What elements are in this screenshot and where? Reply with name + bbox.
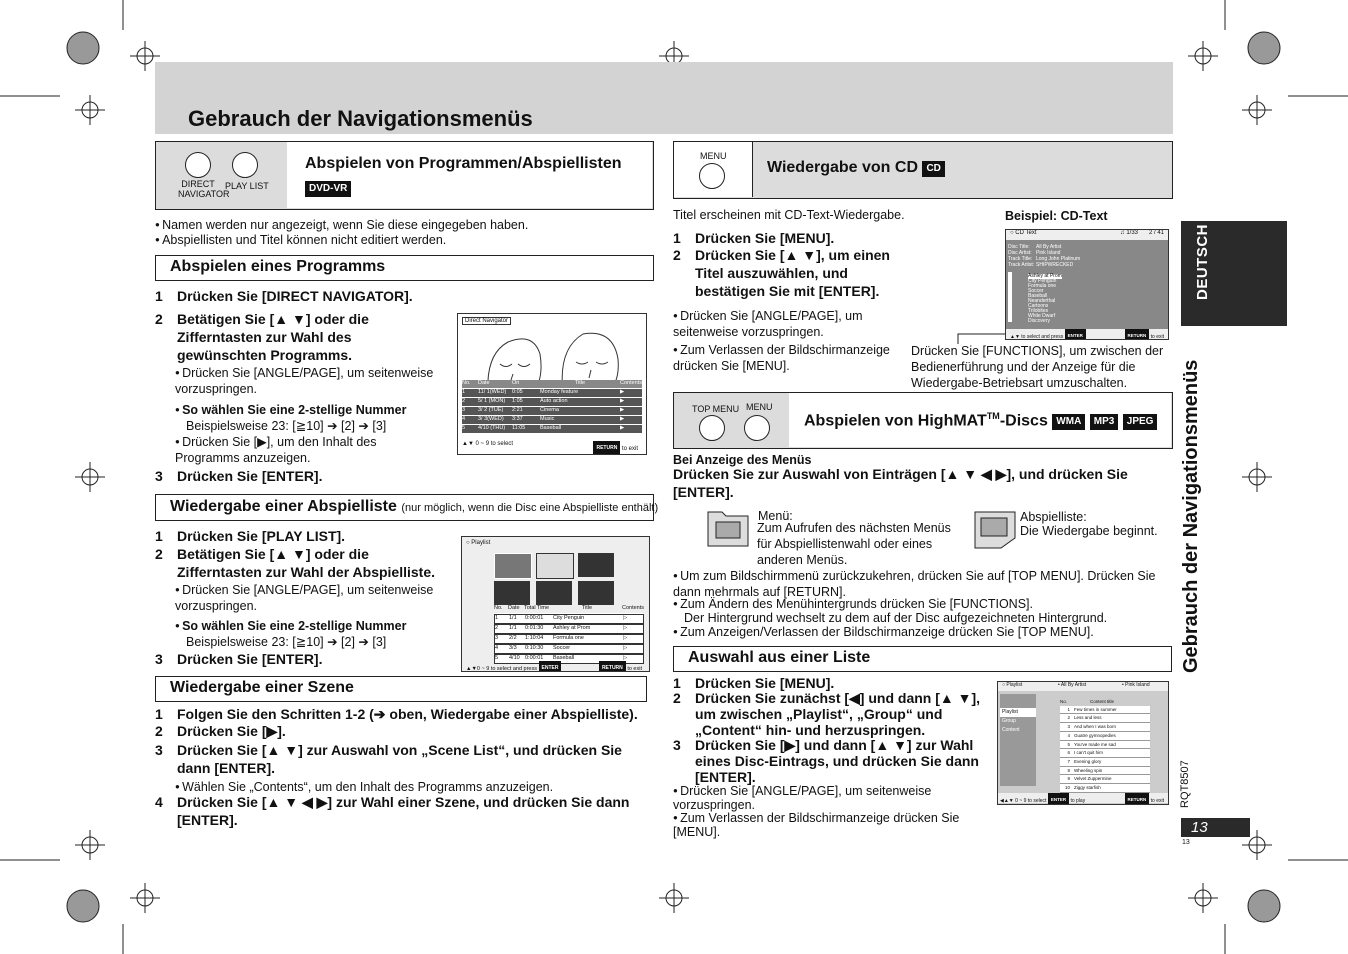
- menu-label: MENU: [700, 151, 727, 161]
- thumb-4: [494, 581, 530, 605]
- highmat-note-2: ● Zum Ändern des Menühintergrunds drücken Sie [FUNCTIONS].: [673, 596, 1033, 612]
- playlist-icon: [973, 510, 1017, 550]
- note-names: ● Namen werden nur angezeigt, wenn Sie diese eingegeben haben.: [155, 217, 528, 233]
- liste-step-1: 1 Drücken Sie [MENU].: [673, 675, 835, 691]
- playlist-desc: Die Wiedergabe beginnt.: [1020, 524, 1158, 538]
- play-list-button: [232, 152, 258, 178]
- szene-note-1: ● Wählen Sie „Contents“, um den Inhalt des Programms anzuzeigen.: [175, 779, 553, 795]
- highmat-note-1: ● Um zum Bildschirmmenü zurückzukehren, drücken Sie auf [TOP MENU]. Drücken Sie dann mehrmals auf [RETURN].: [673, 568, 1173, 600]
- screen4-footer: ◀▲▼ 0 ~ 9 to select ENTER to play RETURN to exit: [998, 793, 1168, 803]
- cd-step-1: 1 Drücken Sie [MENU].: [673, 230, 835, 246]
- playlist-label-text: Abspielliste:: [1020, 510, 1087, 524]
- screen3-footer: ▲▼ to select and press ENTER RETURN to exit: [1006, 329, 1168, 339]
- screen2-table: No. Date Total Time Title Contents 1 1/1 0:00:01 City Penguin ▷ 2 1/1 0:01:30 Ashley at Prom ▷ 3 2/2 1:10:04 Formula one ▷ 4 3/3 0:10:30 Soccer ▷ 5 4/10 0:00:01 Baseball ▷: [494, 605, 644, 664]
- language-tab-label: DEUTSCH: [1194, 223, 1211, 300]
- thumb-1: [494, 553, 532, 579]
- cd-example-label: Beispiel: CD-Text: [1005, 209, 1108, 223]
- highmat-heading: Abspielen von HighMAT™-Discs WMA MP3 JPEG: [804, 411, 1157, 430]
- programm-step-3: 3 Drücken Sie [ENTER].: [155, 468, 323, 484]
- cd-func-note: Drücken Sie [FUNCTIONS], um zwischen der Bedienerführung und der Anzeige für die Wiedergabe-Betriebsart umzuschalten.: [911, 344, 1164, 390]
- document-code: RQT8507: [1179, 760, 1191, 808]
- playlist-heading: Wiedergabe einer Abspielliste (nur möglich, wenn die Disc eine Abspielliste enthält): [170, 498, 659, 515]
- menu-icon: [706, 508, 750, 548]
- direct-navigator-screen: [457, 313, 647, 455]
- programm-heading: Abspielen eines Programms: [170, 258, 386, 275]
- programm-step-1: 1 Drücken Sie [DIRECT NAVIGATOR].: [155, 288, 413, 304]
- screen2-row: 3 2/2 1:10:04 Formula one ▷: [494, 634, 644, 644]
- menu-desc: Zum Aufrufen des nächsten Menüs für Abspiellistenwahl oder eines anderen Menüs.: [757, 521, 951, 567]
- thumb-2: [536, 553, 574, 579]
- thumb-5: [536, 581, 572, 605]
- liste-step-2: 2 Drücken Sie zunächst [◀] und dann [▲ ▼], um zwischen „Playlist“, „Group“ und „Content“ hin- und herzuspringen.: [673, 690, 981, 738]
- szene-step-1: 1 Folgen Sie den Schritten 1-2 (➔ oben, Wiedergabe einer Abspielliste).: [155, 706, 638, 722]
- cd-text-screen: [1005, 229, 1169, 340]
- szene-step-2: 2 Drücken Sie [▶].: [155, 723, 286, 739]
- cd-heading: Wiedergabe von CD CD: [767, 159, 945, 177]
- screen4-list: No. Content title 1 Few times in summer 2 Less and less 3 And when I was born 4 Guatre gymnopedies 5 You've made me sad 6 I can't quit him 7 Evening glory 8 Wheeling spin 9 Velvet Zuppermine 10 Ziggy starfish: [1060, 698, 1150, 793]
- programm-note-2: Beispielsweise 23: [≧10] ➔ [2] ➔ [3]: [186, 419, 387, 433]
- playlist-step-2: 2 Betätigen Sie [▲ ▼] oder die Zifferntasten zur Wahl der Abspielliste.: [155, 546, 436, 580]
- screen1-row: 4 3/ 3(WED) 3:37 Music ▶: [462, 416, 642, 425]
- dvd-vr-badge: DVD-VR: [305, 181, 351, 197]
- liste-note-1: ● Drücken Sie [ANGLE/PAGE], um seitenweise vorzuspringen.: [673, 784, 973, 812]
- highmat-note-3: Der Hintergrund wechselt zu dem auf der Disc aufgezeichneten Hintergrund.: [684, 611, 1108, 625]
- liste-heading: Auswahl aus einer Liste: [688, 649, 871, 666]
- note-playlists: ● Abspiellisten und Titel können nicht editiert werden.: [155, 232, 446, 248]
- szene-step-4: 4 Drücken Sie [▲ ▼ ◀ ▶] zur Wahl einer Szene, und drücken Sie dann [ENTER].: [155, 794, 630, 828]
- cd-note-1: ● Drücken Sie [ANGLE/PAGE], um seitenweise vorzuspringen.: [673, 308, 893, 340]
- cd-intro: Titel erscheinen mit CD-Text-Wiedergabe.: [673, 208, 905, 222]
- thumb-3: [578, 553, 614, 577]
- screen4-header: ○ Playlist • All By Artist • Pink Island: [998, 682, 1168, 691]
- programm-step-2: 2 Betätigen Sie [▲ ▼] oder die Zifferntasten zur Wahl des gewünschten Programms.: [155, 311, 369, 363]
- screen1-row: 3 3/ 2 (TUE) 2:21 Cinema ▶: [462, 407, 642, 416]
- screen4-left: Playlist Group Content: [1000, 708, 1036, 735]
- screen1-title: Direct Navigator: [462, 317, 511, 325]
- highmat-instruction: Drücken Sie zur Auswahl von Einträgen [▲ ▼ ◀ ▶], und drücken Sie [ENTER].: [673, 466, 1128, 500]
- playlist-note-1: ● Drücken Sie [ANGLE/PAGE], um seitenweise vorzuspringen.: [175, 582, 455, 614]
- page-title: Gebrauch der Navigationsmenüs: [188, 106, 533, 131]
- screen1-row: 1 11/ 1(WED) 0:05 Monday feature ▶: [462, 389, 642, 398]
- screen1-row: 2 5/ 1 (MON) 1:05 Auto action ▶: [462, 398, 642, 407]
- playlist-note-2: Beispielsweise 23: [≧10] ➔ [2] ➔ [3]: [186, 635, 387, 649]
- menu2-label: MENU: [746, 402, 773, 412]
- screen2-row: 1 1/1 0:00:01 City Penguin ▷: [494, 614, 644, 624]
- section-programs-box: [155, 141, 654, 210]
- playlist-step-3: 3 Drücken Sie [ENTER].: [155, 651, 323, 667]
- direct-navigator-label: DIRECT NAVIGATOR: [178, 179, 230, 199]
- vertical-section-title: Gebrauch der Navigationsmenüs: [1180, 359, 1202, 673]
- top-menu-label: TOP MENU: [692, 404, 740, 414]
- highmat-list-screen: [997, 681, 1169, 805]
- screen2-footer: ▲▼0 ~ 9 to select and press ENTER RETURN to exit: [466, 661, 646, 672]
- thumb-6: [578, 581, 614, 605]
- playlist-heading-box: [155, 494, 659, 521]
- menu-label-text: Menü:: [758, 509, 793, 523]
- programm-note-1: ● Drücken Sie [ANGLE/PAGE], um seitenweise vorzuspringen.: [175, 365, 455, 397]
- szene-heading-box: [155, 676, 647, 702]
- screen2-row: 5 4/10 0:00:01 Baseball ▷: [494, 654, 644, 664]
- top-menu-button: [699, 415, 725, 441]
- cd-step-2: 2 Drücken Sie [▲ ▼], um einen Titel auszuwählen, und bestätigen Sie mit [ENTER].: [673, 247, 890, 299]
- screen1-row: 5 4/10 (THU) 11:05 Baseball ▶: [462, 425, 642, 434]
- cd-box: [673, 141, 1173, 199]
- direct-navigator-button: [185, 152, 211, 178]
- screen2-row: 4 3/3 0:10:30 Soccer ▷: [494, 644, 644, 654]
- page-number-small: 13: [1182, 839, 1190, 846]
- screen3-info: Disc Title: All By Artist Disc Artist: Pink Island Track Title: Long John Platinum Track Artist: SHIPWRECKED: [1008, 244, 1081, 268]
- programm-note-3: ● Drücken Sie [▶], um den Inhalt des Programms anzuzeigen.: [175, 434, 435, 466]
- szene-step-3: 3 Drücken Sie [▲ ▼] zur Auswahl von „Scene List“, und drücken Sie dann [ENTER].: [155, 742, 622, 776]
- liste-step-3: 3 Drücken Sie [▶] und dann [▲ ▼] zur Wahl eines Disc-Eintrags, und drücken Sie dann [ENTER].: [673, 737, 979, 785]
- screen2-title: ○ Playlist: [466, 540, 491, 546]
- menu2-button: [744, 415, 770, 441]
- szene-heading: Wiedergabe einer Szene: [170, 679, 354, 696]
- screen3-header: ○ CD Text ♫ 1/33 2 / 41: [1006, 230, 1168, 240]
- screen1-table: No. Date On Title Contents 1 11/ 1(WED) 0:05 Monday feature ▶ 2 5/ 1 (MON) 1:05 Auto action ▶ 3 3/ 2 (TUE) 2:21 Cinema ▶ 4 3/ 3(WED) 3:37 Music ▶ 5 4/10 (THU) 11:05 Baseball ▶: [462, 380, 642, 434]
- page-number-box: 13: [1181, 818, 1250, 837]
- screen2-row: 2 1/1 0:01:30 Ashley at Prom ▷: [494, 624, 644, 634]
- screen3-tracks: Ashley at Prom City Penguin Formula one Soccer Baseball Neanderthal Cartoons Trilobites White Dwarf Discovery: [1028, 273, 1062, 324]
- liste-heading-box: [673, 646, 1172, 672]
- liste-note-2: ● Zum Verlassen der Bildschirmanzeige drücken Sie [MENU].: [673, 811, 983, 839]
- playlist-step-1: 1 Drücken Sie [PLAY LIST].: [155, 528, 346, 544]
- programm-heading-box: [155, 255, 654, 281]
- section-programs-heading: Abspielen von Programmen/Abspiellisten: [305, 155, 622, 172]
- playlist-note-2-heading: ● So wählen Sie eine 2-stellige Nummer: [175, 618, 406, 634]
- highmat-bei: Bei Anzeige des Menüs: [673, 453, 812, 467]
- playlist-screen: [461, 536, 650, 672]
- screen1-footer: ▲▼ 0 ~ 9 to select RETURN to exit: [462, 441, 642, 447]
- play-list-label: PLAY LIST: [225, 181, 269, 191]
- cd-note-2: ● Zum Verlassen der Bildschirmanzeige drücken Sie [MENU].: [673, 342, 903, 374]
- programm-note-2-heading: ● So wählen Sie eine 2-stellige Nummer: [175, 402, 406, 418]
- highmat-note-4: ● Zum Anzeigen/Verlassen der Bildschirmanzeige drücken Sie [TOP MENU].: [673, 624, 1094, 640]
- highmat-box: [673, 392, 1173, 449]
- menu-button: [699, 163, 725, 189]
